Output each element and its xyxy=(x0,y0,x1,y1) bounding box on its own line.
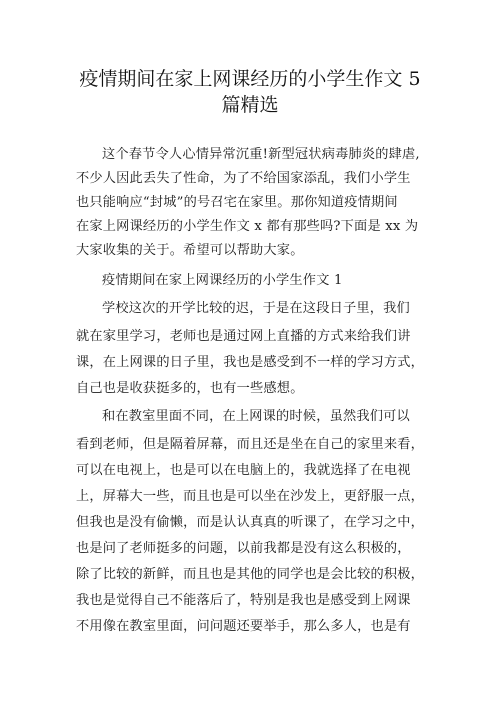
body-line: 也只能响应“封城”的号召宅在家里。那你知道疫情期间 xyxy=(76,195,398,210)
body-line: 大家收集的关于。希望可以帮助大家。 xyxy=(76,243,304,258)
body-line: 可以在电视上，也是可以在电脑上的，我就选择了在电视 xyxy=(76,463,411,478)
body-line: 在家上网课经历的小学生作文 x 都有那些吗?下面是 xx 为 xyxy=(76,219,419,234)
body-line: 学校这次的开学比较的迟，于是在这段日子里，我们 xyxy=(102,301,410,316)
body-line: 看到老师，但是隔着屏幕，而且还是坐在自己的家里来看， xyxy=(76,437,425,452)
body-line: 但我也是没有偷懒，而是认认真真的听课了，在学习之中， xyxy=(76,515,425,530)
section-heading: 疫情期间在家上网课经历的小学生作文 1 xyxy=(102,273,343,288)
body-line: 不用像在教室里面，问问题还要举手，那么多人，也是有 xyxy=(76,619,411,634)
body-line: 上，屏幕大一些，而且也是可以坐在沙发上，更舒服一点， xyxy=(76,489,425,504)
body-line: 这个春节令人心情异常沉重!新型冠状病毒肺炎的肆虐, xyxy=(102,147,420,162)
body-line: 除了比较的新鲜，而且也是其他的同学也是会比较的积极， xyxy=(76,567,425,582)
body-line: 就在家里学习，老师也是通过网上直播的方式来给我们讲 xyxy=(76,329,411,344)
body-line: 也是问了老师挺多的问题，以前我都是没有这么积极的， xyxy=(76,541,411,556)
body-line: 和在教室里面不同，在上网课的时候，虽然我们可以 xyxy=(102,409,410,424)
body-line: 自己也是收获挺多的，也有一些感想。 xyxy=(76,381,304,396)
body-line: 不少人因此丢失了性命，为了不给国家添乱，我们小学生 xyxy=(76,171,411,186)
body-line: 课，在上网课的日子里，我也是感受到不一样的学习方式， xyxy=(76,355,425,370)
document-title-line-1: 疫情期间在家上网课经历的小学生作文 5 xyxy=(79,68,421,90)
document-title-line-2: 篇精选 xyxy=(221,94,279,116)
body-line: 我也是觉得自己不能落后了，特别是我也是感受到上网课 xyxy=(76,593,411,608)
